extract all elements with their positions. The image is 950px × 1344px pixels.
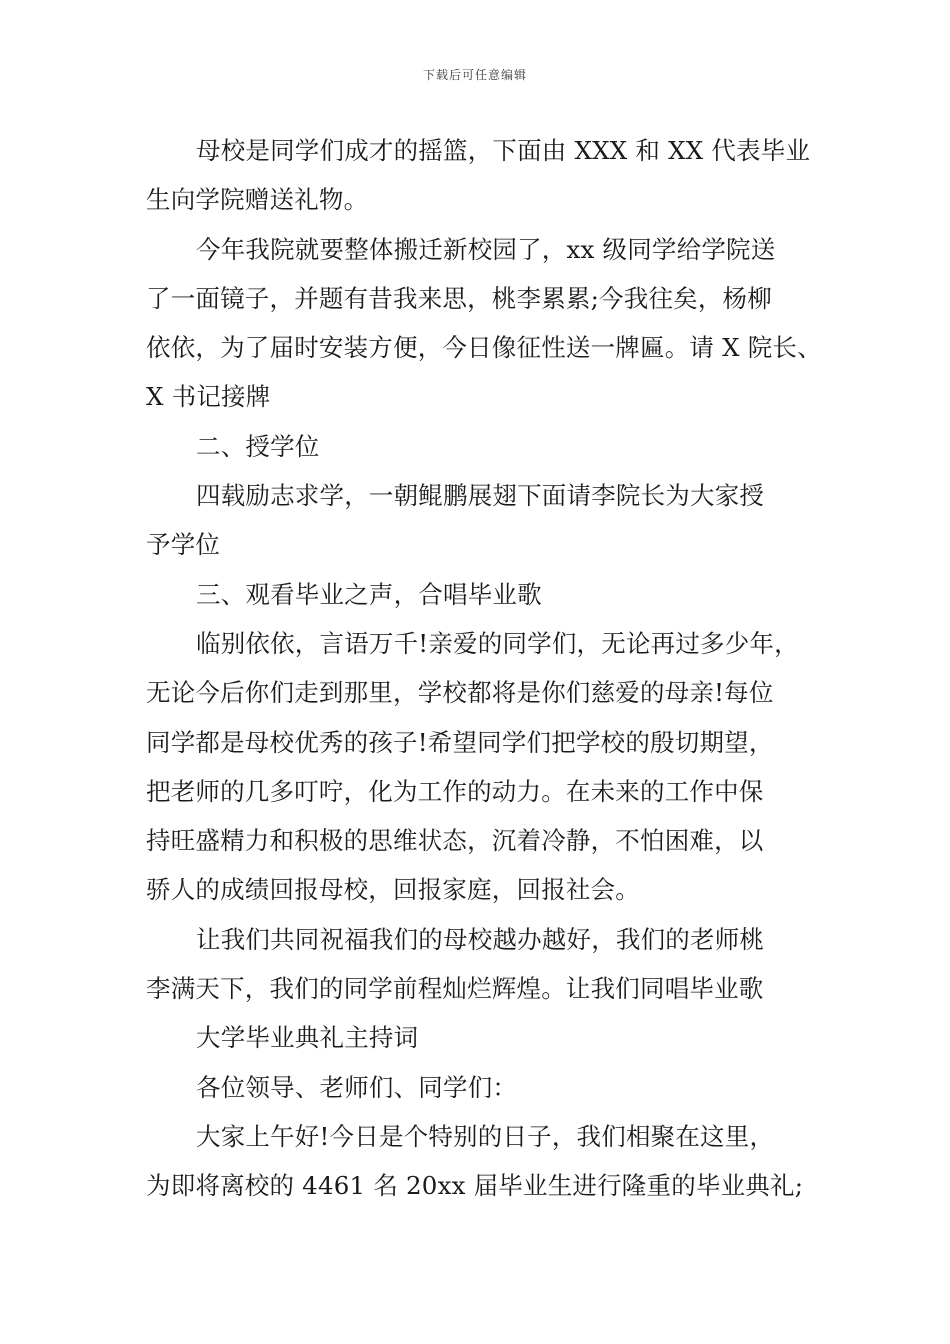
text-line: 大家上午好!今日是个特别的日子，我们相聚在这里， (196, 1121, 775, 1151)
text-line: 骄人的成绩回报母校，回报家庭，回报社会。 (146, 875, 640, 905)
text-line: 同学都是母校优秀的孩子!希望同学们把学校的殷切期望， (146, 727, 774, 757)
text-line: 临别依依，言语万千!亲爱的同学们，无论再过多少年， (196, 628, 799, 658)
document-subtitle: 大学毕业典礼主持词 (196, 1023, 419, 1053)
text-line: X 书记接牌 (146, 382, 271, 412)
text-line: 生向学院赠送礼物。 (146, 185, 369, 215)
page-header-note: 下载后可任意编辑 (422, 68, 527, 82)
section-heading: 二、授学位 (196, 431, 320, 461)
text-line: 今年我院就要整体搬迁新校园了，xx 级同学给学院送 (196, 234, 776, 264)
text-line: 母校是同学们成才的摇篮，下面由 XXX 和 XX 代表毕业 (196, 136, 811, 165)
text-line: 无论今后你们走到那里，学校都将是你们慈爱的母亲!每位 (146, 678, 774, 708)
text-line: 持旺盛精力和积极的思维状态，沉着冷静，不怕困难，以 (146, 826, 764, 856)
text-line: 把老师的几多叮咛，化为工作的动力。在未来的工作中保 (146, 776, 764, 806)
text-line: 了一面镜子，并题有昔我来思，桃李累累;今我往矣，杨柳 (146, 283, 772, 313)
document-body (146, 126, 822, 1211)
text-line: 予学位 (146, 530, 221, 560)
salutation: 各位领导、老师们、同学们： (196, 1072, 518, 1102)
text-line: 李满天下，我们的同学前程灿烂辉煌。让我们同唱毕业歌 (146, 974, 764, 1004)
section-heading: 三、观看毕业之声，合唱毕业歌 (196, 579, 542, 609)
text-line: 让我们共同祝福我们的母校越办越好，我们的老师桃 (196, 924, 765, 954)
text-line: 依依，为了届时安装方便，今日像征性送一牌匾。请 X 院长、 (146, 333, 822, 363)
text-line: 为即将离校的 4461 名 20xx 届毕业生进行隆重的毕业典礼; (146, 1171, 804, 1201)
text-line: 四载励志求学，一朝鲲鹏展翅下面请李院长为大家授 (196, 481, 765, 511)
